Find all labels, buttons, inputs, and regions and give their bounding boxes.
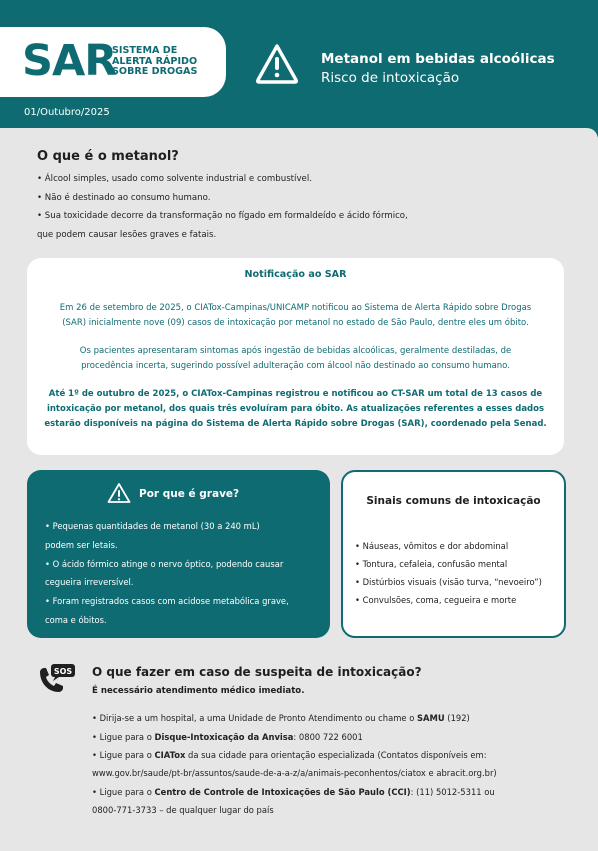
why-grave-box (27, 470, 330, 638)
todo-line: • Ligue para o Centro de Controle de Intoxicações de São Paulo (CCI): (11) 5012-5311 ou (92, 787, 495, 797)
logo-sub-line: ALERTA RÁPIDO (112, 55, 198, 67)
notification-text: Em 26 de setembro de 2025, o CIATox-Campinas/UNICAMP notificou ao Sistema de Alerta Rápido sobre Drogas (59, 303, 532, 313)
header-banner (0, 0, 598, 128)
grave-line: • Foram registrados casos com acidose metabólica grave, (45, 596, 289, 606)
todo-line: 0800-771-3733 – de qualquer lugar do país (92, 805, 274, 815)
todo-title: O que fazer em caso de suspeita de intoxicação? (92, 665, 422, 679)
signs-box (341, 470, 566, 638)
sos-label: SOS (53, 666, 73, 676)
metanol-line: • Álcool simples, usado como solvente industrial e combustível. (37, 174, 312, 184)
notification-text: Os pacientes apresentaram sintomas após ingestão de bebidas alcoólicas, geralmente destiladas, de (79, 346, 512, 356)
publication-date: 01/Outubro/2025 (24, 107, 110, 118)
grave-line: podem ser letais. (45, 540, 118, 550)
metanol-line: • Não é destinado ao consumo humano. (37, 193, 211, 203)
notification-text: Até 1º de outubro de 2025, o CIATox-Campinas registrou e notificou ao CT-SAR um total de 13 casos de (48, 389, 543, 399)
logo-subtitle (112, 46, 197, 78)
notification-text: (SAR) inicialmente nove (09) casos de intoxicação por metanol no estado de São Paulo, dentre eles um óbito. (62, 318, 529, 328)
grave-line: • O ácido fórmico atinge o nervo óptico, podendo causar (45, 559, 284, 569)
header-curve-decoration (0, 128, 598, 138)
signs-line: • Convulsões, coma, cegueira e morte (355, 595, 517, 605)
notification-text: estarão disponíveis na página do Sistema de Alerta Rápido sobre Drogas (SAR), coordenado pela Senad. (44, 419, 547, 429)
todo-line: • Dirija-se a um hospital, a uma Unidade de Pronto Atendimento ou chame o SAMU (192) (92, 713, 470, 723)
warning-triangle-icon (107, 482, 131, 504)
grave-line: cegueira irreversível. (45, 577, 134, 587)
why-grave-title: Por que é grave? (139, 488, 240, 500)
page-title: Metanol em bebidas alcoólicas (321, 51, 555, 67)
notification-text: intoxicação por metanol, dos quais três evoluíram para óbito. As atualizações referentes a esses dados (46, 404, 545, 414)
page-subtitle: Risco de intoxicação (321, 70, 460, 86)
grave-line: coma e óbitos. (45, 615, 107, 625)
notification-title: Notificação ao SAR (244, 269, 347, 280)
sos-phone-icon (37, 663, 77, 695)
logo-sub-line: SOBRE DROGAS (112, 66, 198, 77)
logo-sar-text: SAR (22, 36, 117, 86)
notification-text: procedência incerta, sugerindo possível adulteração com álcool não destinado ao consumo humano. (81, 361, 510, 371)
signs-title: Sinais comuns de intoxicação (366, 495, 541, 507)
logo-sub-line: SISTEMA DE (112, 45, 178, 56)
signs-line: • Tontura, cefaleia, confusão mental (355, 559, 508, 569)
sar-logo (0, 27, 226, 97)
notification-box (27, 258, 564, 455)
signs-line: • Distúrbios visuais (visão turva, “nevoeiro”) (355, 577, 542, 587)
metanol-line: • Sua toxicidade decorre da transformação no fígado em formaldeído e ácido fórmico, (37, 211, 408, 221)
signs-line: • Náuseas, vômitos e dor abdominal (355, 541, 509, 551)
todo-line: • Ligue para o Disque-Intoxicação da Anvisa: 0800 722 6001 (92, 732, 363, 742)
todo-line: • Ligue para o CIATox da sua cidade para orientação especializada (Contatos disponíveis em: (92, 750, 487, 760)
metanol-line: que podem causar lesões graves e fatais. (37, 230, 217, 240)
warning-triangle-icon (255, 42, 299, 86)
todo-subtitle: É necessário atendimento médico imediato. (92, 686, 305, 696)
section-title-metanol: O que é o metanol? (37, 149, 179, 164)
grave-line: • Pequenas quantidades de metanol (30 a 240 mL) (45, 521, 260, 531)
todo-link-line: www.gov.br/saude/pt-br/assuntos/saude-de-a-a-z/a/animais-peconhentos/ciatox e abracit.org.br) (92, 768, 497, 778)
